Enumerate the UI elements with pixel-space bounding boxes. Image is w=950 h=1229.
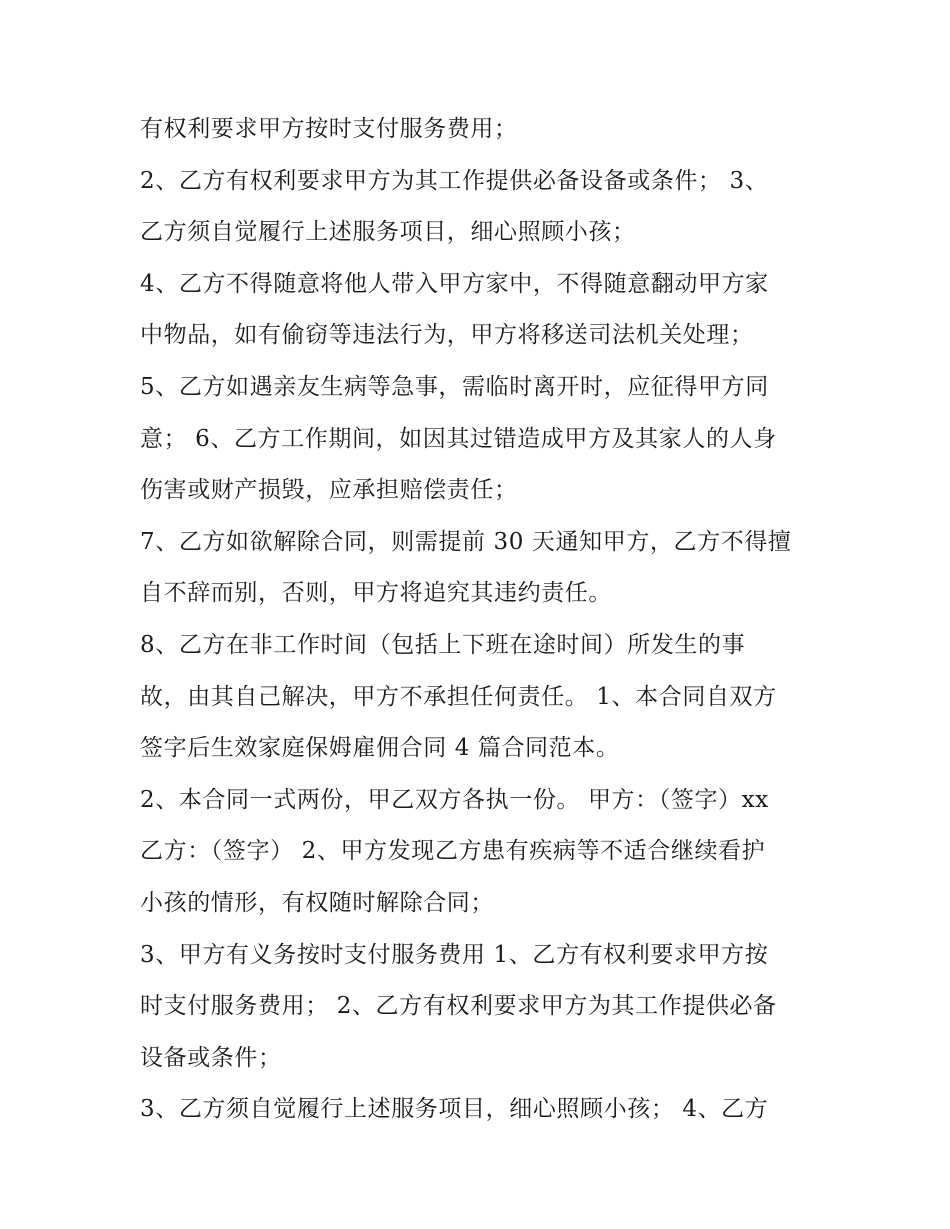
text-line: 5、乙方如遇亲友生病等急事，需临时离开时，应征得甲方同 bbox=[140, 373, 769, 400]
text-line: 2、乙方有权利要求甲方为其工作提供必备设备或条件； 3、 bbox=[140, 167, 769, 194]
text-line: 2、本合同一式两份，甲乙双方各执一份。 甲方：（签字）xx bbox=[140, 786, 769, 813]
text-line: 签字后生效家庭保姆雇佣合同 4 篇合同范本。 bbox=[140, 735, 620, 762]
text-line: 3、乙方须自觉履行上述服务项目，细心照顾小孩； 4、乙方 bbox=[140, 1096, 769, 1123]
text-line: 4、乙方不得随意将他人带入甲方家中，不得随意翻动甲方家 bbox=[140, 270, 769, 297]
text-line: 小孩的情形，有权随时解除合同； bbox=[140, 889, 494, 916]
text-line: 中物品，如有偷窃等违法行为，甲方将移送司法机关处理； bbox=[140, 322, 754, 349]
text-line: 自不辞而别，否则，甲方将追究其违约责任。 bbox=[140, 580, 612, 607]
text-line: 故，由其自己解决，甲方不承担任何责任。 1、本合同自双方 bbox=[140, 683, 777, 710]
text-line: 乙方：（签字） 2、甲方发现乙方患有疾病等不适合继续看护 bbox=[140, 838, 766, 865]
contract-text-body bbox=[140, 104, 820, 1136]
text-line: 有权利要求甲方按时支付服务费用； bbox=[140, 116, 518, 142]
text-line: 意； 6、乙方工作期间，如因其过错造成甲方及其家人的人身 bbox=[140, 425, 777, 452]
text-line: 时支付服务费用； 2、乙方有权利要求甲方为其工作提供必备 bbox=[140, 993, 777, 1020]
text-line: 7、乙方如欲解除合同，则需提前 30 天通知甲方，乙方不得擅 bbox=[140, 528, 792, 555]
text-line: 乙方须自觉履行上述服务项目，细心照顾小孩； bbox=[140, 219, 636, 246]
text-line: 3、甲方有义务按时支付服务费用 1、乙方有权利要求甲方按 bbox=[140, 941, 769, 968]
text-line: 8、乙方在非工作时间（包括上下班在途时间）所发生的事 bbox=[140, 631, 746, 658]
text-line: 设备或条件； bbox=[140, 1044, 282, 1071]
text-line: 伤害或财产损毁，应承担赔偿责任； bbox=[140, 477, 518, 504]
